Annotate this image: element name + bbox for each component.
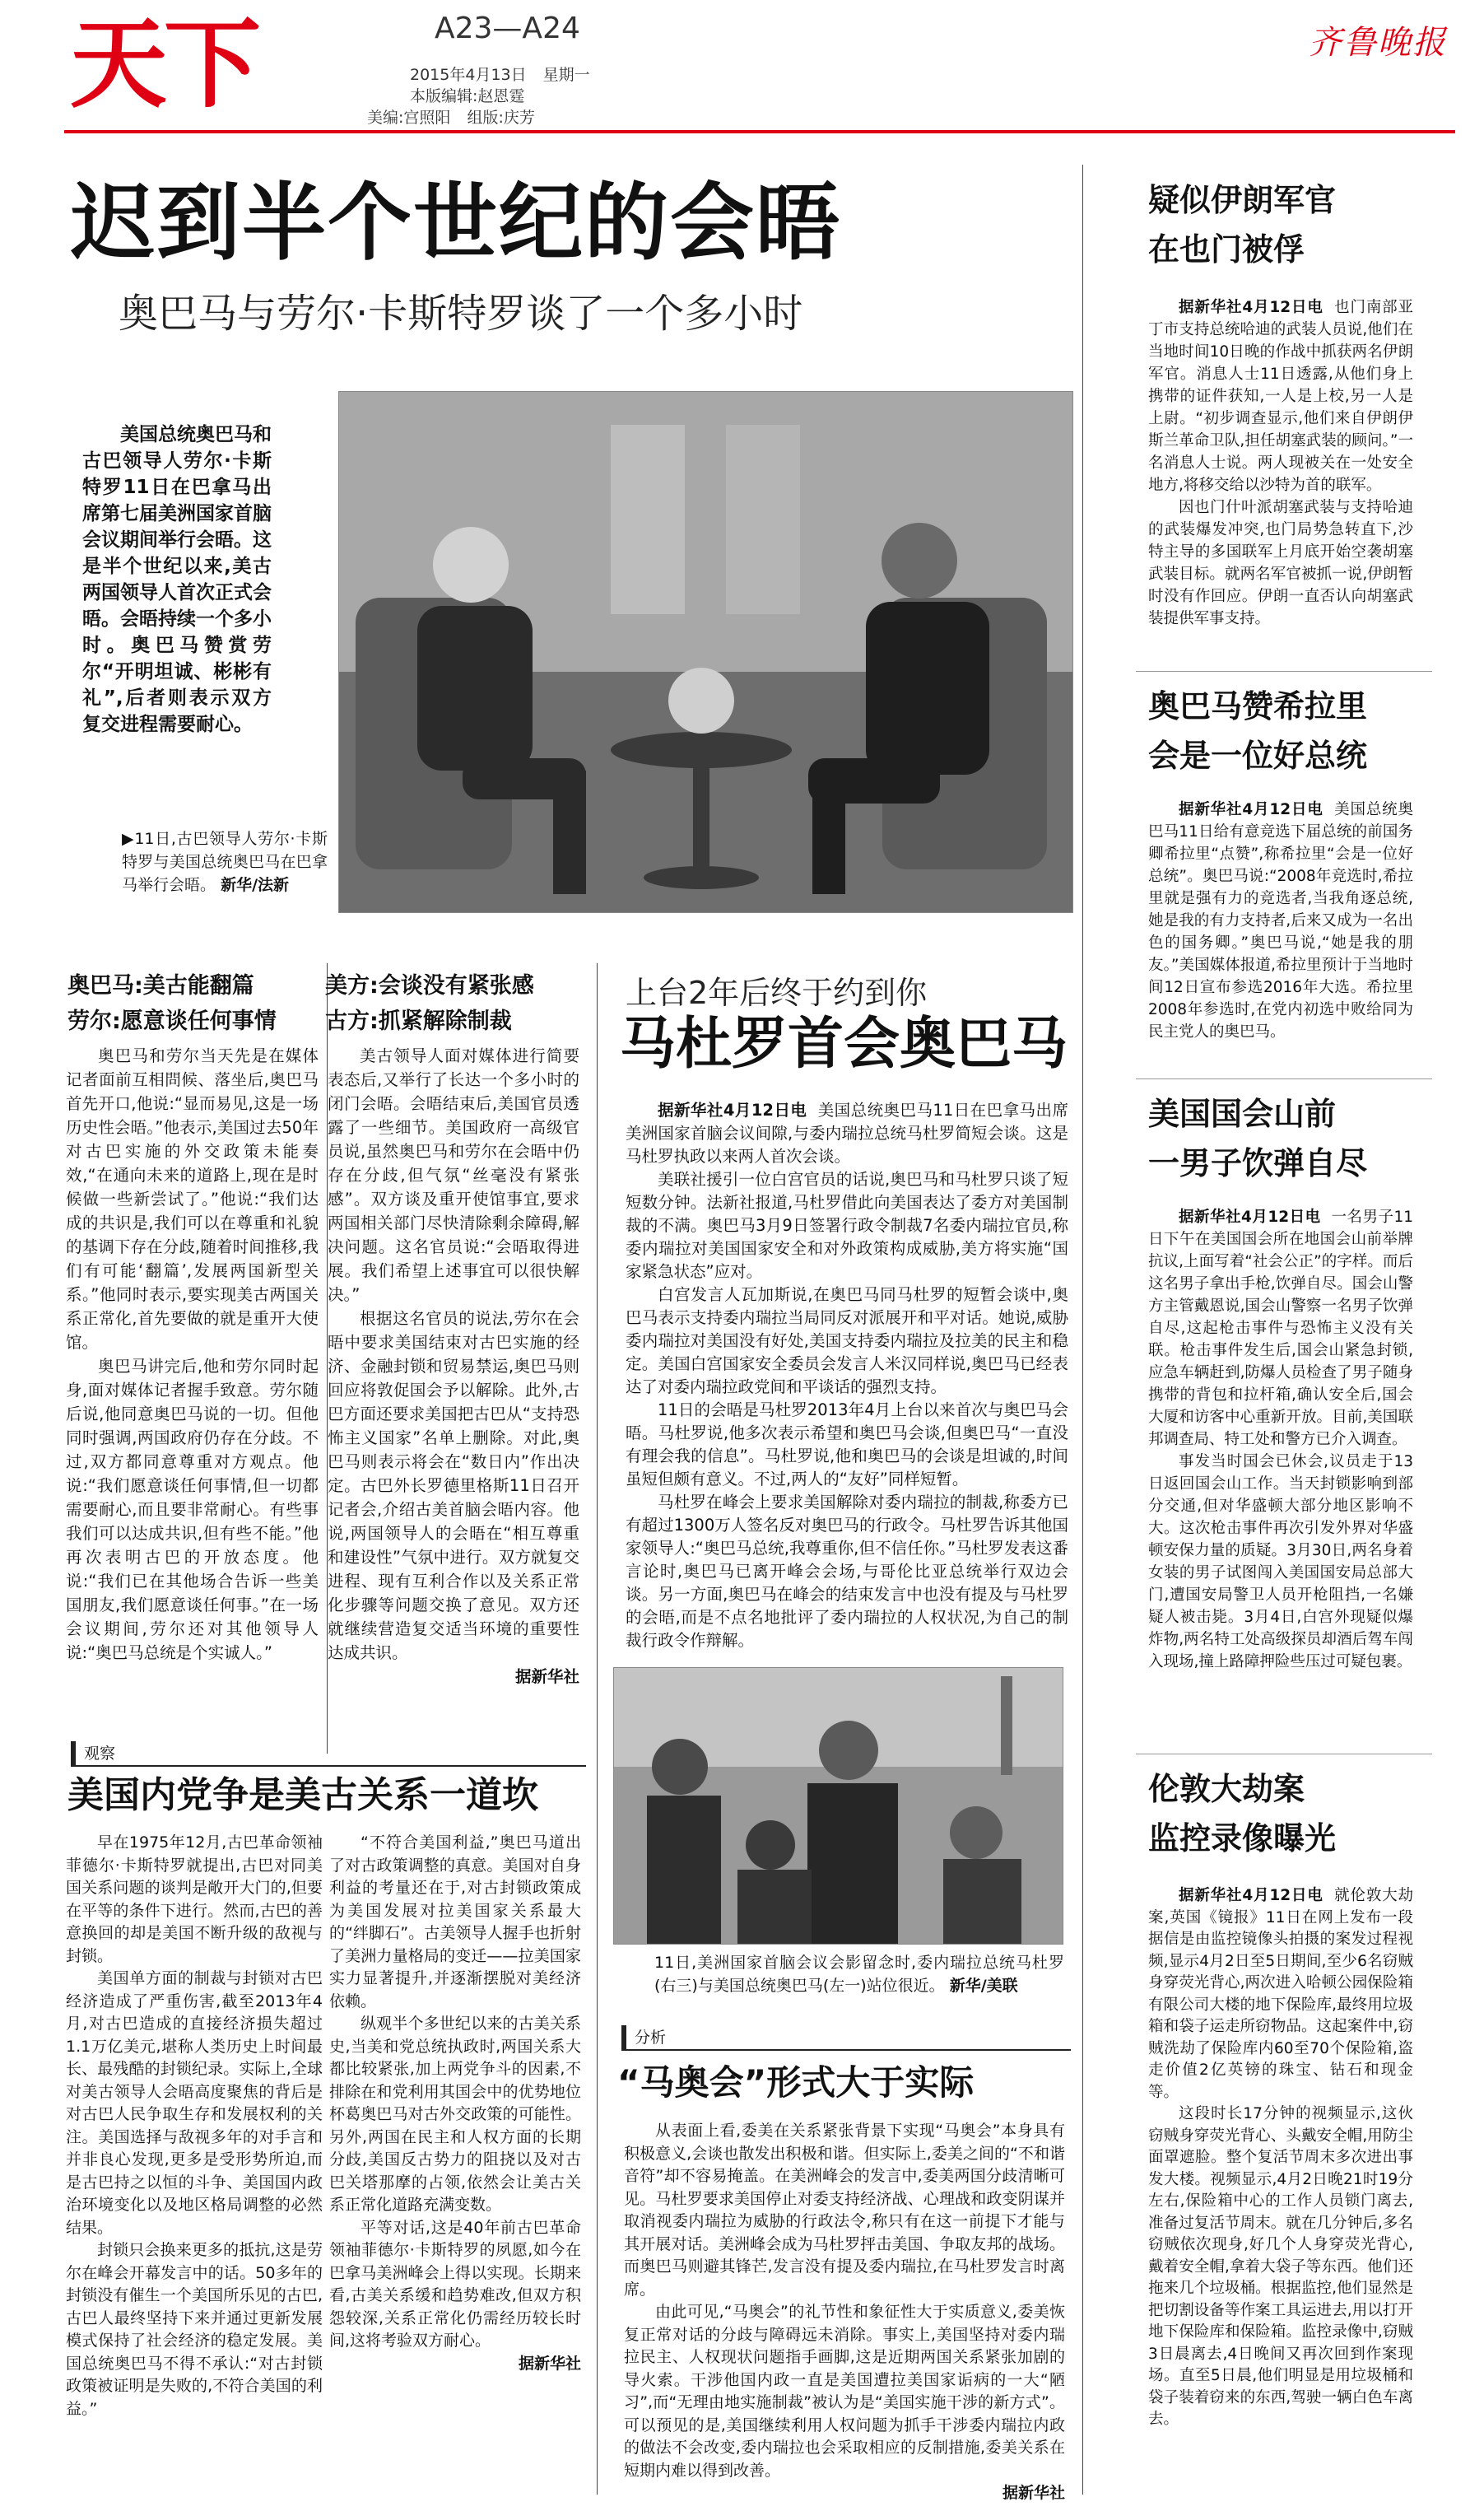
sidebar-2-title2: 会是一位好总统	[1148, 738, 1368, 774]
observe-right-para-1: “不符合美国利益,”奥巴马道出了对古政策调整的真意。美国对自身利益的考量还在于,对古封锁政策成为美国发展对拉美国家关系最大的“绊脚石”。古美领导人握手也折射了美洲力量格局的变迁——拉美国家实力显著提升,并逐渐摆脱对美经济依赖。	[329, 1833, 581, 2010]
lead-intro: 美国总统奥巴马和古巴领导人劳尔·卡斯特罗11日在巴拿马出席第七届美洲国家首脑会议期间举行会晤。这是半个世纪以来,美古两国领导人首次正式会晤。会晤持续一个多小时。奥巴马赞赏劳尔“开明坦诚、彬彬有礼”,后者则表示双方复交进程需要耐心。	[82, 424, 272, 735]
maduro-source: 据新华社4月12日电	[658, 1101, 807, 1120]
sidebar-2-para-1: 美国总统奥巴马11日给有意竞选下届总统的前国务卿希拉里“点赞”,称希拉里“会是一位好总统”。奥巴马说:“2008年竞选时,希拉里就是强有力的竞选者,当我角逐总统,她是我的有力支持者,后来又成为一名出色的国务卿。”奥巴马说,“她是我的朋友。”美国媒体报道,希拉里预计于当地时间12日宣布参选2016年大选。希拉里2008年参选时,在党内初选中败给同为民主党人的奥巴马。	[1148, 801, 1413, 1041]
col2-para-2: 根据这名官员的说法,劳尔在会晤中要求美国结束对古巴实施的经济、金融封锁和贸易禁运,奥巴马则回应将敦促国会予以解除。此外,古巴方面还要求美国把古巴从“支持恐怖主义国家”名单上删除。对此,奥巴马则表示将会在“数日内”作出决定。古巴外长罗德里格斯11日召开记者会,介绍古美首脑会晤内容。他说,两国领导人的会晤在“相互尊重和建设性”气氛中进行。双方就复交进程、现有互利合作以及关系正常化步骤等问题交换了意见。双方还就继续营造复交适当环境的重要性达成共识。	[328, 1309, 579, 1662]
sidebar-4-para-1: 就伦敦大劫案,英国《镜报》11日在网上发布一段据信是由监控镜像头拍摄的案发过程视频,显示4月2日至5日期间,至少6名窃贼身穿荧光背心,两次进入哈顿公园保险箱有限公司大楼的地下保险库,最终用垃圾箱和袋子运走所窃物品。这起案件中,窃贼洗劫了保险库内60至70个保险箱,盗走价值2亿英镑的珠宝、钻石和现金等。	[1148, 1887, 1413, 2101]
sidebar-1-title1: 疑似伊朗军官	[1148, 182, 1337, 218]
design-line	[367, 105, 535, 128]
observe-tag: 观察	[71, 1741, 586, 1767]
meeting-photo-illustration	[339, 392, 1072, 912]
maduro-body	[626, 1099, 1068, 1652]
section-title: 天下	[70, 7, 258, 121]
observe-left-para-1: 早在1975年12月,古巴革命领袖菲德尔·卡斯特罗就提出,古巴对同美国关系问题的谈判是敞开大门的,但要在平等的条件下进行。然而,古巴的善意换回的却是美国不断升级的敌视与封锁。	[66, 1833, 323, 1965]
analysis-headline: “马奥会”形式大于实际	[617, 2062, 975, 2103]
col2-head2: 古方:抓紧解除制裁	[325, 1009, 512, 1034]
summit-photo-caption	[654, 1951, 1064, 1997]
maduro-para-5: 马杜罗在峰会上要求美国解除对委内瑞拉的制裁,称委方已有超过1300万人签名反对奥巴马的行政令。马杜罗告诉其他国家领导人:“奥巴马总统,我尊重你,但不信任你。”马杜罗发表这番言论时,奥巴马已离开峰会会场,与哥伦比亚总统举行双边会谈。另一方面,奥巴马在峰会的结束发言中也没有提及与马杜罗的会晤,而是不点名地批评了委内瑞拉的人权状况,为自己的制裁行政令作辩解。	[626, 1493, 1068, 1650]
observe-right-para-3: 平等对话,这是40年前古巴革命领袖菲德尔·卡斯特罗的夙愿,如今在巴拿马美洲峰会上得以实现。长期来看,古美关系缓和趋势难改,但双方积怨较深,关系正常化仍需经历较长时间,这将考验双方耐心。	[329, 2218, 581, 2350]
observe-body-left	[66, 1832, 323, 2420]
analysis-credit: 据新华社	[1002, 2484, 1065, 2502]
lead-subhead: 奥巴马与劳尔·卡斯特罗谈了一个多小时	[119, 291, 803, 337]
lead-caption-credit: 新华/法新	[221, 876, 290, 894]
maduro-headline: 马杜罗首会奥巴马	[620, 1012, 1068, 1077]
analysis-tag: 分析	[621, 2025, 1071, 2051]
sidebar-2-source: 据新华社4月12日电	[1179, 801, 1324, 818]
newspaper-logo: 齐鲁晚报	[1309, 24, 1447, 62]
sidebar-1-body	[1148, 296, 1413, 630]
col2-head1: 美方:会谈没有紧张感	[325, 973, 534, 999]
col1-head1: 奥巴马:美古能翻篇	[67, 973, 254, 999]
col1-head2: 劳尔:愿意谈任何事情	[67, 1009, 277, 1034]
sidebar-2-title1: 奥巴马赞希拉里	[1148, 688, 1368, 724]
sidebar-3-body	[1148, 1206, 1413, 1673]
sidebar-divider	[1082, 165, 1083, 2495]
col1-para-1: 奥巴马和劳尔当天先是在媒体记者面前互相問候、落坐后,奥巴马首先开口,他说:“显而易见,这是一场历史性会晤。”他表示,美国过去50年对古巴实施的外交政策未能奏效,“在通向未来的道路上,现在是时候做一些新尝试了。”他说:“我们达成的共识是,我们可以在尊重和礼貌的基调下存在分歧,随着时间推移,我们有可能‘翻篇’,发展两国新型关系。”他同时表示,要实现美古两国关系正常化,首先要做的就是重开大使馆。	[66, 1046, 319, 1352]
col1-para-2: 奥巴马讲完后,他和劳尔同时起身,面对媒体记者握手致意。劳尔随后说,他同意奥巴马说的一切。但他同时强调,两国政府仍存在分歧。不过,双方都同意尊重对方观点。他说:“我们愿意谈任何事情,但一切都需要耐心,而且要非常耐心。有些事我们可以达成共识,但有些不能。”他再次表明古巴的开放态度。他说:“我们已在其他场合告诉一些美国朋友,我们愿意谈任何事。”在一场会议期间,劳尔还对其他领导人说:“奥巴马总统是个实诚人。”	[66, 1357, 319, 1662]
analysis-body	[624, 2120, 1065, 2505]
col2-para-1: 美古领导人面对媒体进行简要表态后,又举行了长达一个多小时的闭门会晤。会晤结束后,美国官员透露了一些细节。美国政府一高级官员说,虽然奥巴马和劳尔在会晤中仍存在分歧,但气氛“丝毫没有紧张感”。双方谈及重开使馆事宜,要求两国相关部门尽快清除剩余障碍,解决问题。这名官员说:“会晤取得进展。我们希望上述事宜可以很快解决。”	[328, 1046, 579, 1304]
maduro-para-1: 美国总统奥巴马11日在巴拿马出席美洲国家首脑会议间隙,与委内瑞拉总统马杜罗简短会谈。这是马杜罗执政以来两人首次会谈。	[626, 1101, 1068, 1166]
page-range: A23—A24	[435, 12, 580, 45]
sidebar-rule-1	[1136, 671, 1432, 672]
observe-right-para-2: 纵观半个多世纪以来的古美关系史,当美和党总统执政时,两国关系大都比较紧张,加上两党争斗的因素,不排除在和党利用其国会中的优势地位杯葛奥巴马对古外交政策的可能性。另外,两国在民主和人权方面的长期分歧,美国反古势力的阻挠以及对古巴关塔那摩的占领,依然会让美古关系正常化道路充满变数。	[329, 2015, 581, 2214]
observe-left-para-3: 封锁只会换来更多的抵抗,这是劳尔在峰会开幕发言中的话。50多年的封锁没有催生一个美国所乐见的古巴,古巴人最终坚持下来并通过更新发展模式保持了社会经济的稳定发展。美国总统奥巴马不得不承认:“对古封锁政策被证明是失败的,不符合美国的利益。”	[66, 2241, 323, 2418]
col2-body	[328, 1044, 579, 1689]
maduro-para-3: 白宫发言人瓦加斯说,在奥巴马同马杜罗的短暂会谈中,奥巴马表示支持委内瑞拉当局同反对派展开和平对话。她说,威胁委内瑞拉对美国没有好处,美国支持委内瑞拉及拉美的民主和稳定。美国白宫国家安全委员会发言人米汉同样说,奥巴马已经表达了对委内瑞拉政党间和平谈话的强烈支持。	[626, 1285, 1068, 1396]
sidebar-4-source: 据新华社4月12日电	[1179, 1887, 1324, 1904]
maduro-para-2: 美联社援引一位白宫官员的话说,奥巴马和马杜罗只谈了短短数分钟。法新社报道,马杜罗借此向美国表达了委方对美国制裁的不满。奥巴马3月9日签署行政令制裁7名委内瑞拉官员,称委内瑞拉对美国国家安全和对外政策构成威胁,美方将实施“国家紧急状态”应对。	[626, 1170, 1068, 1281]
proof-text: 组版:庆芳	[467, 109, 535, 127]
sidebar-3-title2: 一男子饮弹自尽	[1148, 1145, 1368, 1181]
summit-caption-text: 11日,美洲国家首脑会议会影留念时,委内瑞拉总统马杜罗(右三)与美国总统奥巴马(左一)站位很近。	[654, 1954, 1064, 1995]
sidebar-1-source: 据新华社4月12日电	[1179, 299, 1324, 316]
sidebar-4-para-2: 这段时长17分钟的视频显示,这伙窃贼身穿荧光背心、头戴安全帽,用防尘面罩遮脸。整个复活节周末多次进出事发大楼。视频显示,4月2日晚21时19分左右,保险箱中心的工作人员锁门离去,准备过复活节周末。就在几分钟后,多名窃贼依次现身,好几个人身穿荧光背心,戴着安全帽,拿着大袋子等东西。他们还拖来几个垃圾桶。根据监控,他们显然是把切割设备等作案工具运进去,用以打开地下保险库和保险箱。监控录像中,窃贼3日晨离去,4日晚间又再次回到作案现场。直至5日晨,他们明显是用垃圾桶和袋子装着窃来的东西,驾驶一辆白色车离去。	[1148, 2105, 1413, 2428]
lead-headline: 迟到半个世纪的会晤	[71, 175, 841, 273]
sidebar-1-para-2: 因也门什叶派胡塞武装与支持哈迪的武装爆发冲突,也门局势急转直下,沙特主导的多国联军上月底开始空袭胡塞武装目标。就两名军官被抓一说,伊朗暂时没有作回应。伊朗一直否认向胡塞武装提供军事支持。	[1148, 499, 1413, 627]
sidebar-3-title1: 美国国会山前	[1148, 1096, 1337, 1132]
maduro-para-4: 11日的会晤是马杜罗2013年4月上台以来首次与奥巴马会晤。马杜罗说,他多次表示希望和奥巴马会谈,但奥巴马“一直没有理会我的信息”。马杜罗说,他和奥巴马的会谈是坦诚的,时间虽短但颇有意义。不过,两人的“友好”同样短暂。	[626, 1400, 1068, 1488]
sidebar-1-para-1: 也门南部亚丁市支持总统哈迪的武装人员说,他们在当地时间10日晚的作战中抓获两名伊朗军官。消息人士11日透露,从他们身上携带的证件获知,一人是上校,另一人是上尉。“初步调查显示,他们来自伊朗伊斯兰革命卫队,担任胡塞武装的顾问。”一名消息人士说。两人现被关在一处安全地方,将移交给以沙特为首的联军。	[1148, 299, 1413, 494]
summit-photo-illustration	[614, 1668, 1063, 1944]
sidebar-1-title2: 在也门被俘	[1148, 231, 1305, 268]
maduro-kicker: 上台2年后终于约到你	[626, 975, 928, 1011]
analysis-para-2: 由此可见,“马奥会”的礼节性和象征性大于实质意义,委美恢复正常对话的分歧与障碍远未消除。事实上,美国坚持对委内瑞拉民主、人权现状问题指手画脚,这是近期两国关系紧张加剧的导火索。干涉他国内政一直是美国遭拉美国家诟病的一大“陋习”,而“无理由地实施制裁”被认为是“美国实施干涉的新方式”。可以预见的是,美国继续利用人权问题为抓手干涉委内瑞拉内政的做法不会改变,委内瑞拉也会采取相应的反制措施,委美关系在短期内难以得到改善。	[624, 2303, 1065, 2480]
summit-photo	[613, 1667, 1063, 1945]
summit-caption-credit: 新华/美联	[949, 1977, 1018, 1995]
observe-credit: 据新华社	[518, 2354, 581, 2373]
sidebar-4-title2: 监控录像曝光	[1148, 1820, 1337, 1856]
lead-caption-text: ▶11日,古巴领导人劳尔·卡斯特罗与美国总统奥巴马在巴拿马举行会晤。	[122, 830, 328, 894]
analysis-para-1: 从表面上看,委美在关系紧张背景下实现“马奥会”本身具有积极意义,会谈也散发出积极和谐。但实际上,委美之间的“不和谐音符”却不容易掩盖。在美洲峰会的发言中,委美两国分歧清晰可见。马杜罗要求美国停止对委支持经济战、心理战和政变阴谋并取消视委内瑞拉为威胁的行政法令,称只有在这一前提下才能与其开展对话。美洲峰会成为马杜罗抨击美国、争取友邦的战场。而奥巴马则避其锋芒,发言没有提及委内瑞拉,在马杜罗发言时离席。	[624, 2122, 1065, 2299]
weekday-text: 星期一	[542, 66, 590, 84]
sidebar-2-body	[1148, 799, 1413, 1043]
masthead-rule	[64, 130, 1455, 133]
design-text: 美编:宫照阳	[367, 109, 451, 127]
observe-left-para-2: 美国单方面的制裁与封锁对古巴经济造成了严重伤害,截至2013年4月,对古巴造成的直接经济损失超过1.1万亿美元,堪称人类历史上时间最长、最残酷的封锁纪录。实际上,全球对美古领导人会晤高度聚焦的背后是对古巴人民争取生存和发展权利的关注。美国选择与敌视多年的对手言和并非良心发现,更多是受形势所迫,而是古巴持之以恒的斗争、美国国内政治环境变化以及地区格局调整的必然结果。	[66, 1969, 323, 2237]
sidebar-4-body	[1148, 1885, 1413, 2431]
lead-photo-caption	[122, 827, 328, 897]
editor-line: 本版编辑:赵恩霆	[410, 87, 525, 105]
col-divider-2	[597, 963, 598, 2495]
date-text: 2015年4月13日	[410, 66, 527, 84]
sidebar-3-para-1: 一名男子11日下午在美国国会所在地国会山前举牌抗议,上面写着“社会公正”的字样。而后这名男子拿出手枪,饮弹自尽。国会山警方主管戴恩说,国会山警察一名男子饮弹自尽,这起枪击事件与恐怖主义没有关联。枪击事件发生后,国会山紧急封锁,应急车辆赶到,防爆人员检查了男子随身携带的背包和拉杆箱,确认安全后,国会大厦和访客中心重新开放。目前,美国联邦调查局、特工处和警方已介入调查。	[1148, 1209, 1413, 1448]
sidebar-3-para-2: 事发当时国会已休会,议员走于13日返回国会山工作。当天封锁影响到部分交通,但对华盛顿大部分地区影响不大。这次枪击事件再次引发外界对华盛顿安保力量的质疑。3月30日,两名身着女装的男子试图闯入美国国安局总部大门,遭国安局警卫人员开枪阻挡,一名嫌疑人被击毙。3月4日,白宫外现疑似爆炸物,两名特工处高级探员却酒后驾车闯入现场,撞上路障押险些压过可疑包裹。	[1148, 1453, 1413, 1670]
col2-credit: 据新华社	[514, 1667, 579, 1686]
issue-date	[410, 63, 590, 85]
observe-headline: 美国内党争是美古关系一道坎	[67, 1774, 538, 1816]
col1-body	[66, 1044, 319, 1665]
sidebar-4-title1: 伦敦大劫案	[1148, 1771, 1305, 1807]
sidebar-3-source: 据新华社4月12日电	[1179, 1209, 1321, 1226]
observe-body-right	[329, 1832, 581, 2375]
castro-obama-photo	[338, 391, 1073, 913]
sidebar-rule-2	[1136, 1078, 1432, 1079]
